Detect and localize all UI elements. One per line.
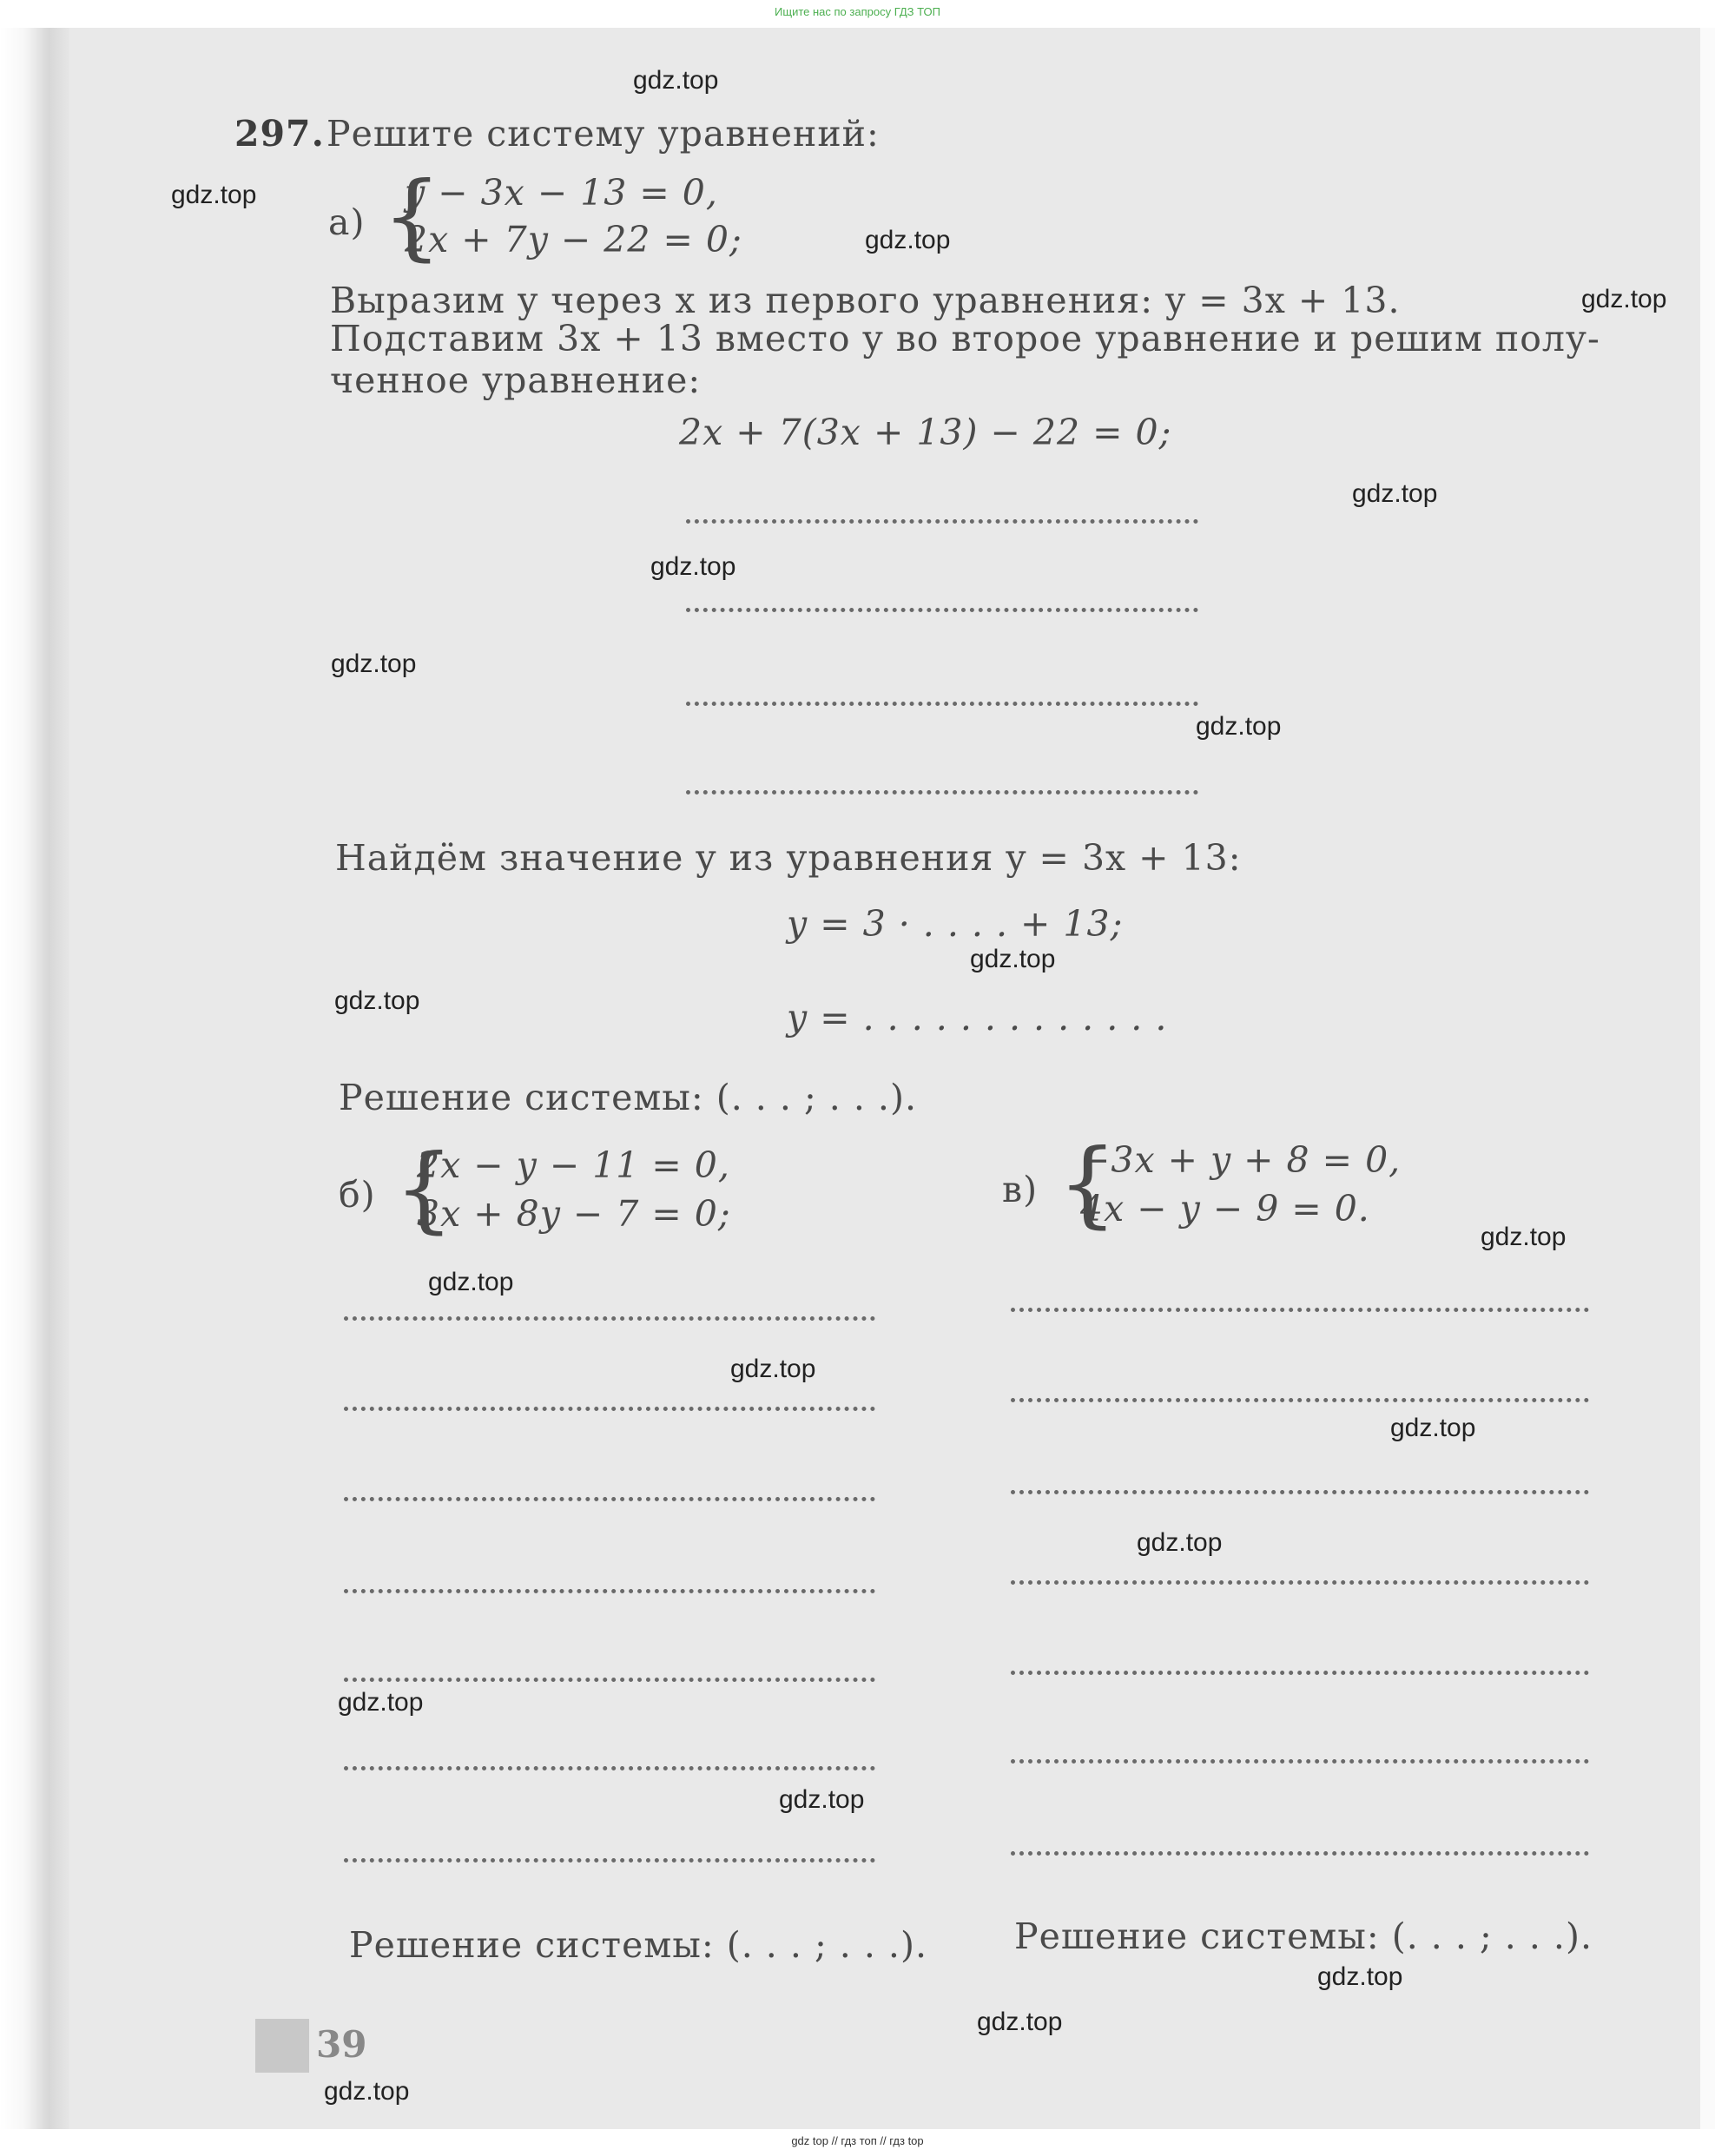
page-number-box <box>255 2019 309 2073</box>
part-c-answer-line-6 <box>1011 1759 1589 1764</box>
watermark: gdz.top <box>730 1355 816 1383</box>
watermark: gdz.top <box>1196 712 1282 741</box>
watermark: gdz.top <box>977 2008 1063 2036</box>
part-a-answer-line-3 <box>686 702 1198 706</box>
part-a-solution: Решение системы: (. . . ; . . .). <box>339 1077 917 1118</box>
watermark: gdz.top <box>1481 1223 1567 1251</box>
watermark: gdz.top <box>970 945 1056 973</box>
part-b-eq2: 3x + 8y − 7 = 0; <box>417 1193 731 1235</box>
part-a-text-1: Выразим y через x из первого уравнения: y = 3x + 13. <box>330 280 1401 321</box>
watermark: gdz.top <box>633 66 719 95</box>
problem-number: 297. <box>234 113 325 155</box>
problem-instruction: Решите систему уравнений: <box>327 113 880 155</box>
part-b-answer-line-7 <box>344 1858 875 1863</box>
part-a-text-2: Подставим 3x + 13 вместо y во второе уравнение и решим полу- <box>330 318 1600 359</box>
part-b-solution: Решение системы: (. . . ; . . .). <box>349 1924 927 1966</box>
part-a-eq2: 2x + 7y − 22 = 0; <box>405 219 742 260</box>
part-a-answer-line-4 <box>686 790 1198 794</box>
part-a-brace: { <box>382 162 442 271</box>
search-hint-link[interactable]: Ищите нас по запросу ГДЗ ТОП <box>775 5 940 18</box>
part-a-text-3: ченное уравнение: <box>330 359 702 401</box>
page-right-edge <box>1700 28 1715 2129</box>
watermark: gdz.top <box>1581 285 1667 313</box>
footer-links[interactable]: gdz top // гдз топ // гдз top <box>791 2134 924 2147</box>
part-c-answer-line-5 <box>1011 1671 1589 1675</box>
part-b-answer-line-3 <box>344 1497 875 1501</box>
part-a-answer-line-2 <box>686 608 1198 612</box>
part-c-label: в) <box>1002 1169 1039 1210</box>
watermark: gdz.top <box>324 2077 410 2106</box>
watermark: gdz.top <box>428 1268 514 1296</box>
part-a-eq1: y − 3x − 13 = 0, <box>405 172 718 214</box>
part-a-y-value: y = . . . . . . . . . . . . . <box>787 997 1168 1038</box>
watermark: gdz.top <box>1390 1414 1476 1442</box>
part-b-eq1: 2x − y − 11 = 0, <box>417 1144 730 1186</box>
part-c-eq2: 4x − y − 9 = 0. <box>1080 1188 1370 1230</box>
part-a-substituted-equation: 2x + 7(3x + 13) − 22 = 0; <box>679 412 1172 453</box>
part-c-answer-line-3 <box>1011 1490 1589 1494</box>
part-b-answer-line-5 <box>344 1678 875 1682</box>
part-a-label: а) <box>328 201 366 243</box>
watermark: gdz.top <box>334 986 420 1015</box>
part-a-find-y: Найдём значение y из уравнения y = 3x + 13: <box>335 837 1242 879</box>
part-a-y-expression: y = 3 · . . . . + 13; <box>787 903 1124 945</box>
part-b-brace: { <box>394 1135 454 1243</box>
watermark: gdz.top <box>650 552 736 581</box>
part-c-answer-line-2 <box>1011 1398 1589 1402</box>
part-b-answer-line-6 <box>344 1766 875 1770</box>
watermark: gdz.top <box>331 649 417 678</box>
part-b-answer-line-1 <box>344 1316 875 1321</box>
page-number: 39 <box>316 2023 367 2066</box>
part-b-answer-line-4 <box>344 1589 875 1593</box>
part-c-answer-line-1 <box>1011 1308 1589 1312</box>
watermark: gdz.top <box>338 1688 424 1717</box>
watermark: gdz.top <box>779 1785 865 1814</box>
watermark: gdz.top <box>1352 479 1438 508</box>
part-c-answer-line-7 <box>1011 1851 1589 1856</box>
watermark: gdz.top <box>865 226 951 254</box>
part-b-label: б) <box>339 1174 376 1216</box>
watermark: gdz.top <box>1317 1962 1403 1991</box>
part-a-answer-line-1 <box>686 519 1198 524</box>
book-spine-shadow <box>0 28 69 2129</box>
part-c-eq1: −3x + y + 8 = 0, <box>1080 1139 1402 1181</box>
watermark: gdz.top <box>171 181 257 209</box>
part-c-answer-line-4 <box>1011 1580 1589 1585</box>
part-c-solution: Решение системы: (. . . ; . . .). <box>1014 1915 1593 1957</box>
watermark: gdz.top <box>1137 1528 1223 1557</box>
part-b-answer-line-2 <box>344 1407 875 1411</box>
part-c-brace: { <box>1058 1130 1118 1238</box>
